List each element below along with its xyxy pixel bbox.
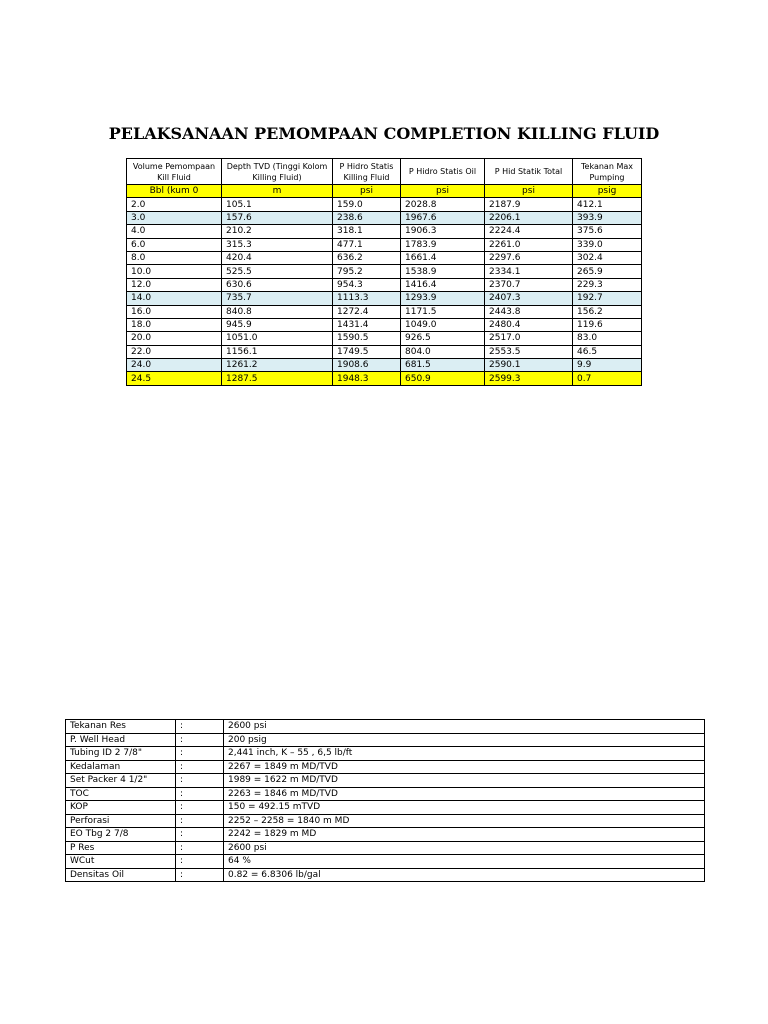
parameter-value: 1989 = 1622 m MD/TVD <box>224 774 705 788</box>
units-row <box>127 185 642 198</box>
table-cell: 210.2 <box>222 225 333 238</box>
table-cell: 1538.9 <box>401 265 485 278</box>
table-cell: 2407.3 <box>485 292 573 305</box>
parameter-separator: : <box>176 774 224 788</box>
table-cell: 22.0 <box>127 345 222 358</box>
unit-cell: m <box>222 185 333 198</box>
table-cell: 804.0 <box>401 345 485 358</box>
table-row <box>127 332 642 345</box>
table-cell: 2224.4 <box>485 225 573 238</box>
table-cell: 46.5 <box>573 345 642 358</box>
table-cell: 2297.6 <box>485 251 573 264</box>
table-cell: 318.1 <box>333 225 401 238</box>
parameter-row <box>66 733 705 747</box>
table-cell: 265.9 <box>573 265 642 278</box>
parameter-label: Kedalaman <box>66 760 176 774</box>
parameter-row <box>66 747 705 761</box>
table-row <box>127 211 642 224</box>
table-row <box>127 278 642 291</box>
column-header: Tekanan Max Pumping <box>573 159 642 185</box>
parameter-separator: : <box>176 801 224 815</box>
table-cell: 2443.8 <box>485 305 573 318</box>
table-cell: 477.1 <box>333 238 401 251</box>
parameter-separator: : <box>176 720 224 734</box>
table-cell: 2334.1 <box>485 265 573 278</box>
table-cell: 1590.5 <box>333 332 401 345</box>
table-cell: 156.2 <box>573 305 642 318</box>
parameter-label: P. Well Head <box>66 733 176 747</box>
table-cell: 945.9 <box>222 318 333 331</box>
parameter-label: Densitas Oil <box>66 868 176 882</box>
table-cell: 420.4 <box>222 251 333 264</box>
parameter-row <box>66 720 705 734</box>
table-cell: 16.0 <box>127 305 222 318</box>
table-row <box>127 292 642 305</box>
parameter-value: 2600 psi <box>224 720 705 734</box>
table-cell: 393.9 <box>573 211 642 224</box>
table-cell: 159.0 <box>333 198 401 211</box>
table-cell: 0.7 <box>573 372 642 385</box>
parameter-row <box>66 774 705 788</box>
table-cell: 8.0 <box>127 251 222 264</box>
table-cell: 238.6 <box>333 211 401 224</box>
table-cell: 1261.2 <box>222 359 333 372</box>
table-cell: 1287.5 <box>222 372 333 385</box>
table-cell: 375.6 <box>573 225 642 238</box>
parameter-row <box>66 855 705 869</box>
parameter-separator: : <box>176 760 224 774</box>
parameter-separator: : <box>176 841 224 855</box>
table-cell: 339.0 <box>573 238 642 251</box>
table-cell: 1948.3 <box>333 372 401 385</box>
table-cell: 2206.1 <box>485 211 573 224</box>
column-header: P Hid Statik Total <box>485 159 573 185</box>
table-row <box>127 198 642 211</box>
parameter-value: 2600 psi <box>224 841 705 855</box>
header-row <box>127 159 642 185</box>
table-cell: 2187.9 <box>485 198 573 211</box>
parameter-label: EO Tbg 2 7/8 <box>66 828 176 842</box>
page-title: PELAKSANAAN PEMOMPAAN COMPLETION KILLING FLUID <box>108 124 660 143</box>
parameter-row <box>66 801 705 815</box>
table-cell: 926.5 <box>401 332 485 345</box>
parameter-label: P Res <box>66 841 176 855</box>
table-cell: 9.9 <box>573 359 642 372</box>
table-cell: 3.0 <box>127 211 222 224</box>
parameter-value: 2,441 inch, K – 55 , 6,5 lb/ft <box>224 747 705 761</box>
well-parameters-table <box>65 719 705 882</box>
table-cell: 1156.1 <box>222 345 333 358</box>
table-cell: 1783.9 <box>401 238 485 251</box>
unit-cell: psig <box>573 185 642 198</box>
parameter-value: 2263 = 1846 m MD/TVD <box>224 787 705 801</box>
parameter-separator: : <box>176 828 224 842</box>
column-header: Depth TVD (Tinggi Kolom Killing Fluid) <box>222 159 333 185</box>
parameter-row <box>66 787 705 801</box>
table-cell: 24.5 <box>127 372 222 385</box>
parameter-separator: : <box>176 855 224 869</box>
parameter-value: 2242 = 1829 m MD <box>224 828 705 842</box>
table-row <box>127 345 642 358</box>
unit-cell: psi <box>333 185 401 198</box>
table-cell: 795.2 <box>333 265 401 278</box>
table-cell: 630.6 <box>222 278 333 291</box>
parameter-row <box>66 868 705 882</box>
table-row <box>127 238 642 251</box>
table-cell: 302.4 <box>573 251 642 264</box>
parameter-value: 2267 = 1849 m MD/TVD <box>224 760 705 774</box>
table-row <box>127 265 642 278</box>
table-cell: 315.3 <box>222 238 333 251</box>
parameter-separator: : <box>176 868 224 882</box>
parameter-separator: : <box>176 733 224 747</box>
table-row <box>127 225 642 238</box>
parameter-value: 150 = 492.15 mTVD <box>224 801 705 815</box>
parameter-value: 200 psig <box>224 733 705 747</box>
table-cell: 24.0 <box>127 359 222 372</box>
table-cell: 1431.4 <box>333 318 401 331</box>
parameter-label: Set Packer 4 1/2" <box>66 774 176 788</box>
table-cell: 2370.7 <box>485 278 573 291</box>
parameter-value: 64 % <box>224 855 705 869</box>
table-cell: 229.3 <box>573 278 642 291</box>
table-cell: 1293.9 <box>401 292 485 305</box>
column-header: Volume Pemompaan Kill Fluid <box>127 159 222 185</box>
table-cell: 2553.5 <box>485 345 573 358</box>
table-row <box>127 318 642 331</box>
table-cell: 2599.3 <box>485 372 573 385</box>
table-cell: 1661.4 <box>401 251 485 264</box>
parameter-row <box>66 828 705 842</box>
table-cell: 1749.5 <box>333 345 401 358</box>
parameter-separator: : <box>176 747 224 761</box>
table-cell: 681.5 <box>401 359 485 372</box>
table-row <box>127 305 642 318</box>
table-row <box>127 359 642 372</box>
table-cell: 1171.5 <box>401 305 485 318</box>
killing-fluid-table <box>126 158 642 386</box>
table-cell: 14.0 <box>127 292 222 305</box>
parameter-row <box>66 814 705 828</box>
table-cell: 1416.4 <box>401 278 485 291</box>
table-cell: 12.0 <box>127 278 222 291</box>
parameter-separator: : <box>176 787 224 801</box>
unit-cell: psi <box>485 185 573 198</box>
parameter-value: 2252 – 2258 = 1840 m MD <box>224 814 705 828</box>
column-header: P Hidro Statis Oil <box>401 159 485 185</box>
table-cell: 83.0 <box>573 332 642 345</box>
table-cell: 1906.3 <box>401 225 485 238</box>
column-header: P Hidro Statis Killing Fluid <box>333 159 401 185</box>
parameter-label: KOP <box>66 801 176 815</box>
table-cell: 1051.0 <box>222 332 333 345</box>
table-cell: 1967.6 <box>401 211 485 224</box>
table-cell: 2517.0 <box>485 332 573 345</box>
table-cell: 2.0 <box>127 198 222 211</box>
table-cell: 735.7 <box>222 292 333 305</box>
parameter-label: Tekanan Res <box>66 720 176 734</box>
table-cell: 105.1 <box>222 198 333 211</box>
parameter-separator: : <box>176 814 224 828</box>
table-cell: 18.0 <box>127 318 222 331</box>
parameter-label: Tubing ID 2 7/8" <box>66 747 176 761</box>
table-cell: 525.5 <box>222 265 333 278</box>
table-cell: 2590.1 <box>485 359 573 372</box>
table-cell: 10.0 <box>127 265 222 278</box>
table-cell: 1272.4 <box>333 305 401 318</box>
table-cell: 20.0 <box>127 332 222 345</box>
parameter-value: 0.82 = 6.8306 lb/gal <box>224 868 705 882</box>
parameter-label: Perforasi <box>66 814 176 828</box>
table-cell: 1049.0 <box>401 318 485 331</box>
table-cell: 2480.4 <box>485 318 573 331</box>
table-cell: 157.6 <box>222 211 333 224</box>
table-cell: 1113.3 <box>333 292 401 305</box>
parameter-row <box>66 841 705 855</box>
unit-cell: psi <box>401 185 485 198</box>
table-row <box>127 372 642 385</box>
unit-cell: Bbl (kum 0 <box>127 185 222 198</box>
table-cell: 2261.0 <box>485 238 573 251</box>
table-cell: 4.0 <box>127 225 222 238</box>
table-cell: 2028.8 <box>401 198 485 211</box>
table-cell: 192.7 <box>573 292 642 305</box>
table-cell: 954.3 <box>333 278 401 291</box>
table-cell: 1908.6 <box>333 359 401 372</box>
table-cell: 650.9 <box>401 372 485 385</box>
table-cell: 840.8 <box>222 305 333 318</box>
table-cell: 412.1 <box>573 198 642 211</box>
table-cell: 119.6 <box>573 318 642 331</box>
parameter-label: WCut <box>66 855 176 869</box>
parameter-row <box>66 760 705 774</box>
parameter-label: TOC <box>66 787 176 801</box>
table-cell: 636.2 <box>333 251 401 264</box>
table-row <box>127 251 642 264</box>
table-cell: 6.0 <box>127 238 222 251</box>
